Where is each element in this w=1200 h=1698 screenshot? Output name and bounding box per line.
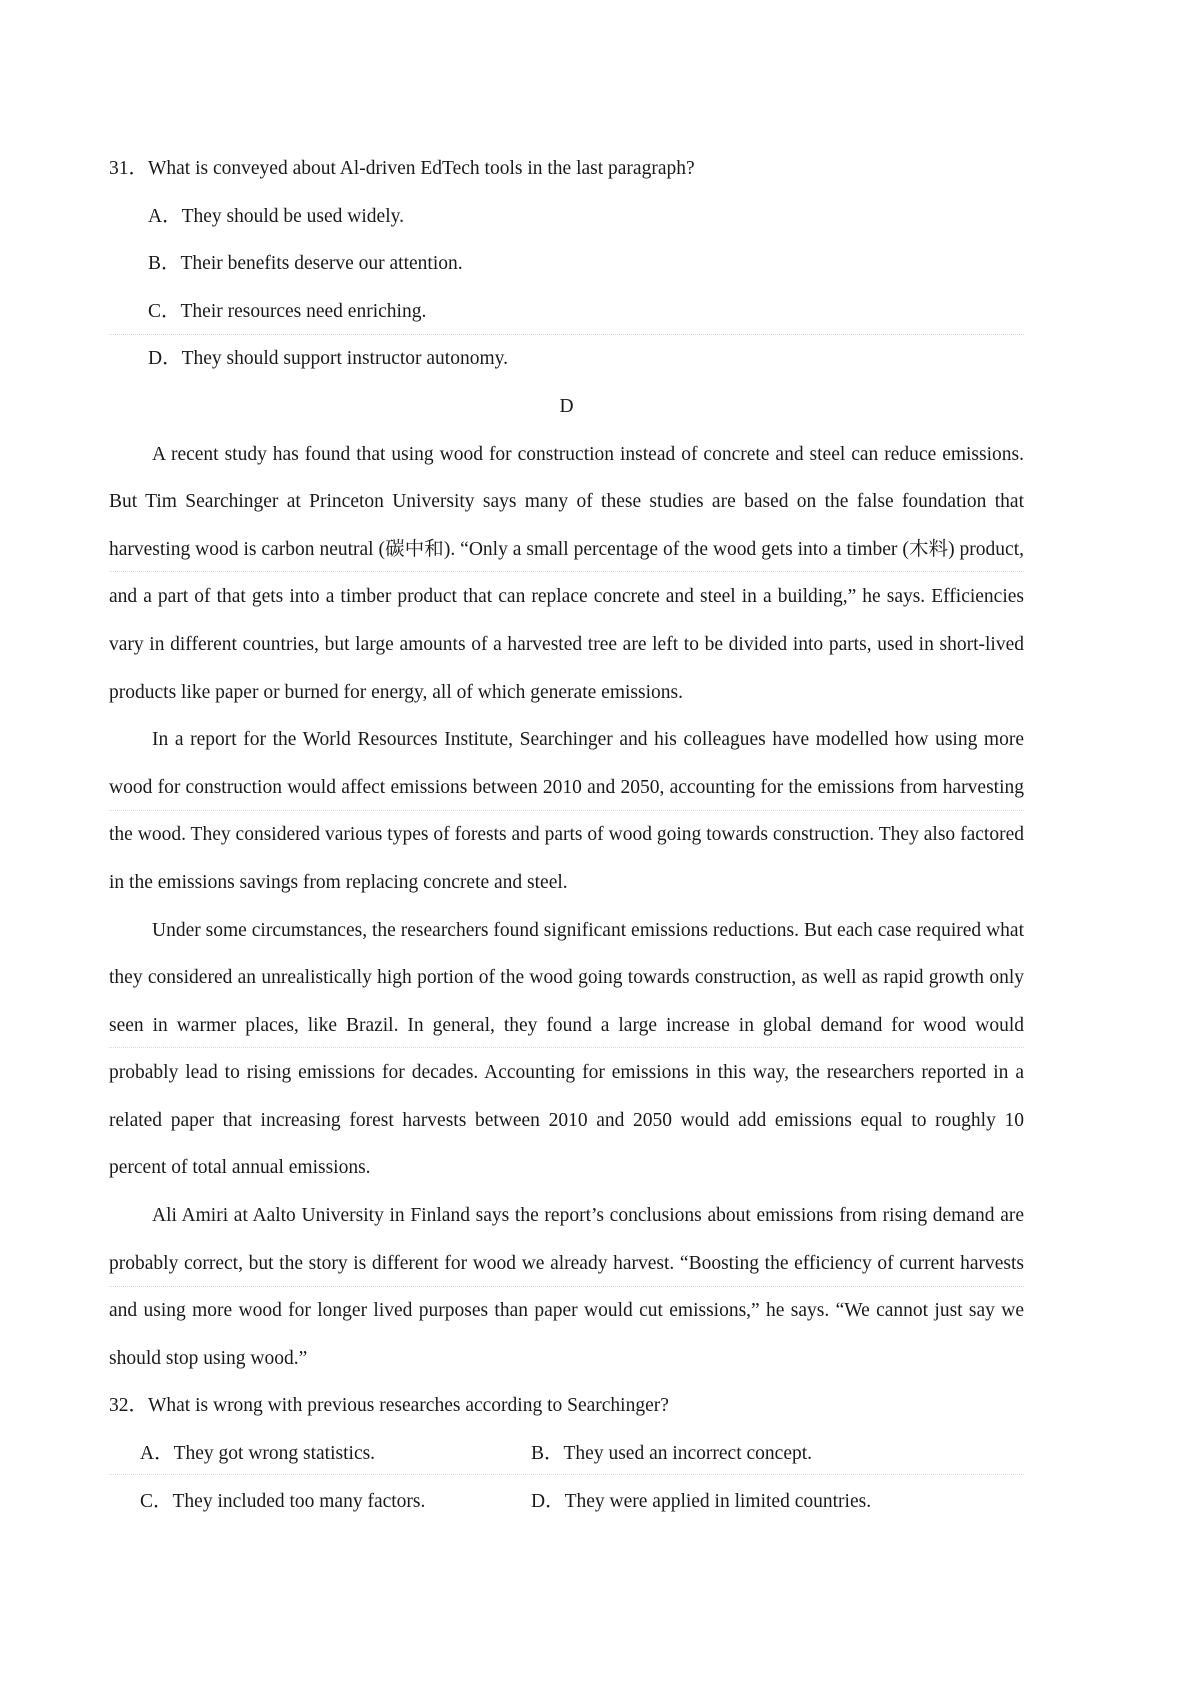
question-31-option-b: B．Their benefits deserve our attention. (148, 253, 463, 275)
question-31-option-c: C．Their resources need enriching. (148, 300, 427, 322)
question-32-text: 32．What is wrong with previous researches according to Searchinger? (109, 1395, 669, 1417)
question-32-option-d: D．They were applied in limited countries. (531, 1490, 872, 1512)
question-31-option-a: A．They should be used widely. (148, 205, 404, 227)
question-31 (109, 145, 1024, 383)
section-d-passage (109, 431, 1024, 1383)
passage-paragraph-1: A recent study has found that using wood for construction instead of concrete and steel can reduce emissions. But Tim Searchinger at Princeton University says many of these studies are based on the false foundation that harvesting wood is carbon neutral (碳中和). “Only a small percentage of the wood gets into a timber (木料) product, and a part of that gets into a timber product that can replace concrete and steel in a building,” he says. Efficiencies vary in different countries, but large amounts of a harvested tree are left to be divided into parts, used in short-lived products like paper or burned for energy, all of which generate emissions. (109, 443, 1024, 703)
question-32-option-c: C．They included too many factors. (140, 1490, 426, 1512)
passage-paragraph-4: Ali Amiri at Aalto University in Finland says the report’s conclusions about emissions from rising demand are probably correct, but the story is different for wood we already harvest. “Boosting the efficiency of current harvests and using more wood for longer lived purposes than paper would cut emissions,” he says. “We cannot just say we should stop using wood.” (109, 1205, 1024, 1369)
page-content (109, 145, 1024, 1525)
question-31-text: 31．What is conveyed about Al-driven EdTech tools in the last paragraph? (109, 158, 695, 179)
passage-paragraph-2: In a report for the World Resources Institute, Searchinger and his colleagues have modelled how using more wood for construction would affect emissions between 2010 and 2050, accounting for the emissions from harvesting the wood. They considered various types of forests and parts of wood going towards construction. They also factored in the emissions savings from replacing concrete and steel. (109, 729, 1024, 893)
question-32-option-a: A．They got wrong statistics. (140, 1443, 376, 1465)
section-d-heading: D (559, 395, 574, 417)
question-31-option-d: D．They should support instructor autonomy. (148, 348, 508, 370)
question-32-options (109, 1430, 1024, 1525)
question-32-option-b: B．They used an incorrect concept. (531, 1443, 813, 1465)
passage-paragraph-3: Under some circumstances, the researchers found significant emissions reductions. But each case required what they considered an unrealistically high portion of the wood going towards construction, as well as rapid growth only seen in warmer places, like Brazil. In general, they found a large increase in global demand for wood would probably lead to rising emissions for decades. Accounting for emissions in this way, the researchers reported in a related paper that increasing forest harvests between 2010 and 2050 would add emissions equal to roughly 10 percent of total annual emissions. (109, 919, 1024, 1179)
question-32 (109, 1382, 1024, 1525)
